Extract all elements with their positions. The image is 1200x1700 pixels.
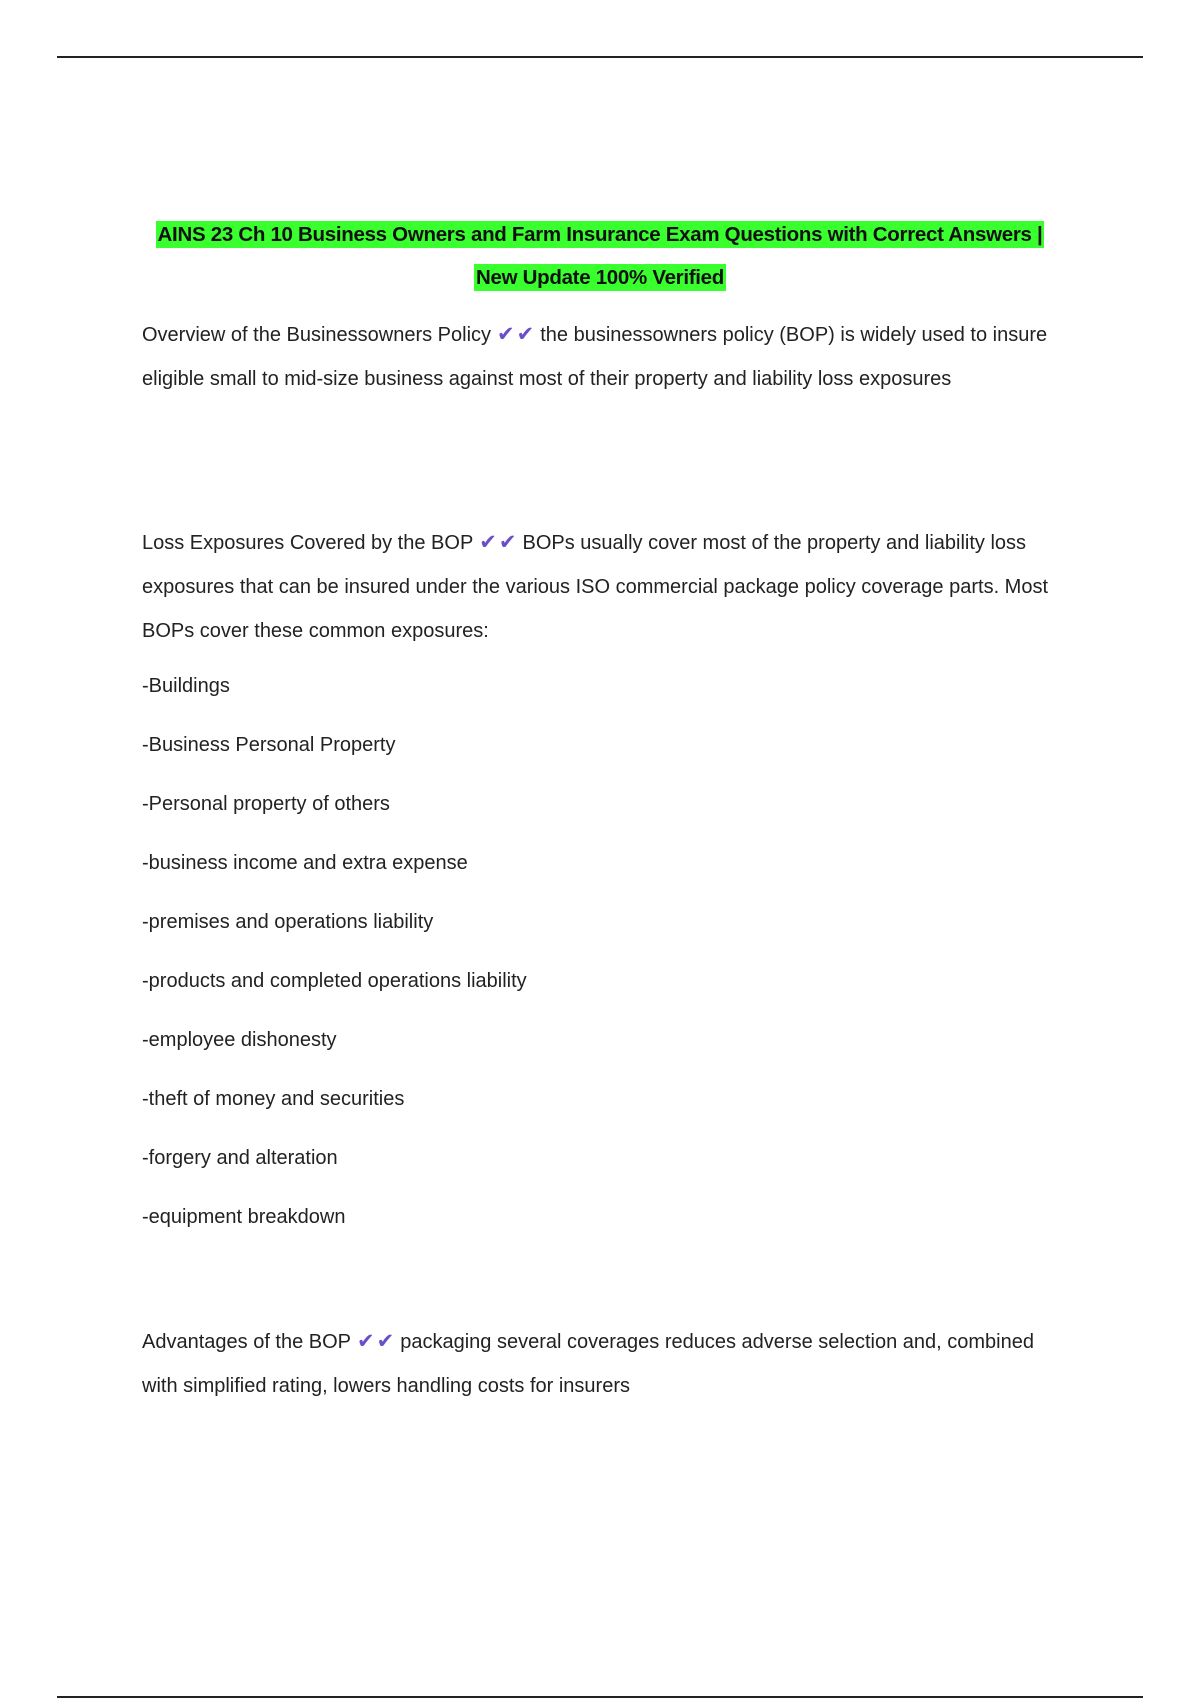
footer-rule: [57, 1696, 1143, 1698]
question-text: Overview of the Businessowners Policy: [142, 324, 492, 346]
title-line-1: AINS 23 Ch 10 Business Owners and Farm Insurance Exam Questions with Correct Answers |: [157, 223, 1043, 246]
list-item: -Buildings: [142, 675, 230, 697]
qa-paragraph: [142, 313, 1062, 401]
title-line-2: New Update 100% Verified: [475, 266, 724, 289]
double-check-icon: ✔✔: [479, 531, 519, 554]
answer-text: BOPs usually cover most of the property and liability loss exposures that can be insured under the various ISO commercial package policy coverage parts. Most BOPs cover these common exposures:: [142, 532, 1049, 642]
question-text: Advantages of the BOP: [142, 1331, 352, 1353]
list-item: -theft of money and securities: [142, 1088, 405, 1110]
qa-paragraph: [142, 521, 1062, 653]
list-item: -products and completed operations liability: [142, 970, 527, 992]
qa-item-advantages: [142, 1320, 1062, 1408]
list-item: -forgery and alteration: [142, 1147, 338, 1169]
list-item: -employee dishonesty: [142, 1029, 337, 1051]
list-item: -premises and operations liability: [142, 911, 434, 933]
qa-item-loss-exposures: [142, 521, 1062, 1247]
list-item: -Business Personal Property: [142, 734, 396, 756]
double-check-icon: ✔✔: [497, 323, 537, 346]
answer-text: the businessowners policy (BOP) is widely used to insure eligible small to mid-size business against most of their property and liability loss exposures: [142, 324, 1048, 390]
qa-paragraph: [142, 1320, 1062, 1408]
qa-item-overview: [142, 313, 1062, 401]
exposures-list: [142, 657, 1062, 1247]
header-rule: [57, 56, 1143, 58]
list-item: -Personal property of others: [142, 793, 390, 815]
question-text: Loss Exposures Covered by the BOP: [142, 532, 474, 554]
double-check-icon: ✔✔: [357, 1330, 397, 1353]
answer-text: packaging several coverages reduces adverse selection and, combined with simplified rating, lowers handling costs for insurers: [142, 1331, 1034, 1397]
document-title: [120, 213, 1080, 299]
list-item: -business income and extra expense: [142, 852, 468, 874]
list-item: -equipment breakdown: [142, 1206, 346, 1228]
